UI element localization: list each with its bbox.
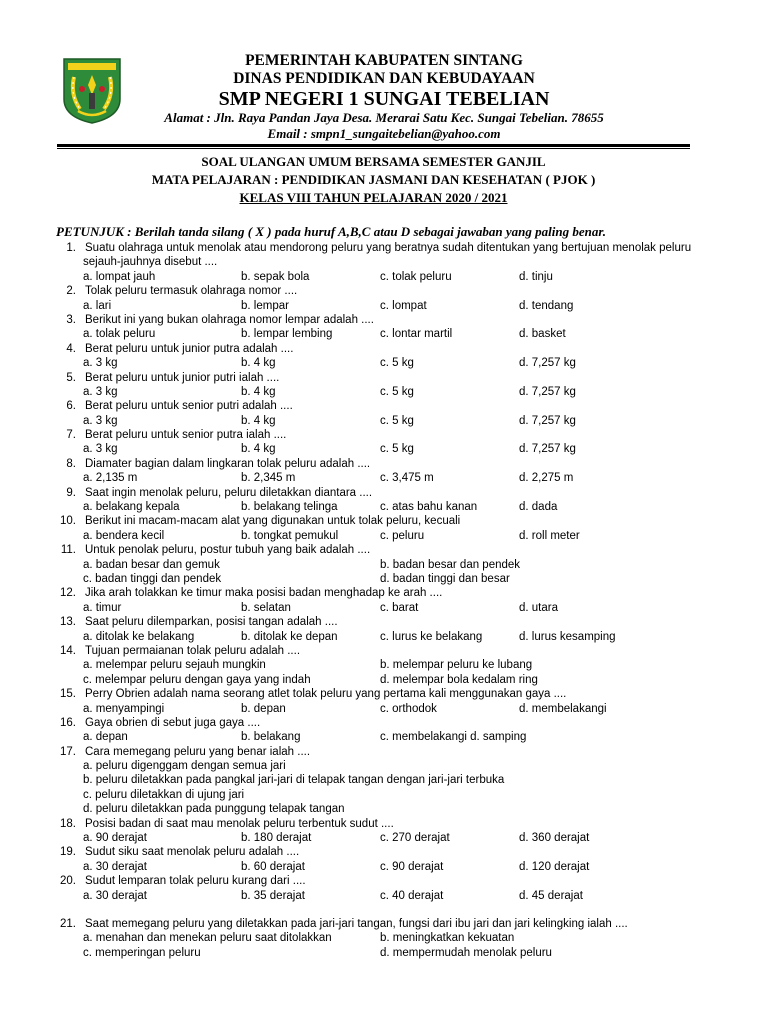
question-line	[0, 371, 768, 385]
answer-option: d. 7,257 kg	[519, 414, 576, 427]
header-school-name: SMP NEGERI 1 SUNGAI TEBELIAN	[218, 88, 550, 110]
question-number: 15.	[60, 688, 76, 701]
answer-option: c. 5 kg	[380, 443, 414, 456]
option-row	[0, 730, 768, 744]
question-line	[0, 486, 768, 500]
question-text: Sudut siku saat menolak peluru adalah ....	[85, 846, 300, 859]
question-line	[0, 514, 768, 528]
option-row	[0, 860, 768, 874]
question-item	[0, 644, 768, 687]
answer-option: a. melempar peluru sejauh mungkin	[83, 659, 266, 672]
question-line	[0, 845, 768, 859]
question-item	[0, 457, 768, 486]
option-row	[0, 889, 768, 903]
question-number: 7.	[66, 429, 76, 442]
answer-option: c. barat	[380, 601, 419, 614]
question-number: 8.	[66, 457, 76, 470]
option-row	[0, 270, 768, 284]
option-row	[0, 385, 768, 399]
answer-option: d. tendang	[519, 299, 574, 312]
question-item	[0, 817, 768, 846]
option-row	[0, 572, 768, 586]
question-line	[0, 399, 768, 413]
answer-option: c. atas bahu kanan	[380, 501, 478, 514]
question-item	[0, 874, 768, 903]
exam-instruction: PETUNJUK : Berilah tanda silang ( X ) pada huruf A,B,C atau D sebagai jawaban yang paling benar.	[56, 224, 606, 239]
answer-option: d. lurus kesamping	[519, 630, 616, 643]
answer-option: c. badan tinggi dan pendek	[83, 572, 222, 585]
answer-option: d. 7,257 kg	[519, 385, 576, 398]
option-row	[0, 946, 768, 960]
question-number: 11.	[60, 544, 76, 557]
option-row	[0, 529, 768, 543]
answer-option: b. 60 derajat	[241, 860, 305, 873]
answer-option: d. roll meter	[519, 529, 580, 542]
question-text: Suatu olahraga untuk menolak atau mendorong peluru yang beratnya sudah ditentukan yang bertujuan menolak peluru	[85, 242, 692, 254]
answer-option: c. memperingan peluru	[83, 946, 201, 959]
question-line	[0, 428, 768, 442]
question-text: Tolak peluru termasuk olahraga nomor ....	[85, 285, 298, 298]
answer-option: d. tinju	[519, 270, 553, 283]
answer-option: a. lompat jauh	[83, 270, 156, 283]
option-row	[0, 327, 768, 341]
answer-option: d. 120 derajat	[519, 860, 590, 873]
question-line	[0, 874, 768, 888]
question-number: 13.	[60, 616, 76, 629]
answer-option: a. peluru digenggam dengan semua jari	[83, 760, 286, 773]
option-row	[0, 788, 768, 802]
answer-option: a. 2,135 m	[83, 472, 138, 485]
question-line	[0, 313, 768, 327]
answer-option: a. 30 derajat	[83, 889, 147, 902]
exam-title: SOAL ULANGAN UMUM BERSAMA SEMESTER GANJIL	[201, 154, 546, 169]
question-text: Berat peluru untuk senior putri adalah ....	[85, 400, 293, 413]
answer-option: d. dada	[519, 501, 558, 514]
answer-option: d. 7,257 kg	[519, 443, 576, 456]
question-number: 17.	[60, 745, 76, 758]
question-number: 18.	[60, 817, 76, 830]
question-text: Untuk penolak peluru, postur tubuh yang baik adalah ....	[85, 544, 371, 557]
question-line	[0, 644, 768, 658]
option-row	[0, 356, 768, 370]
answer-option: a. 90 derajat	[83, 832, 147, 845]
question-line	[0, 342, 768, 356]
question-line	[0, 817, 768, 831]
answer-option: b. meningkatkan kekuatan	[380, 932, 515, 945]
question-item	[0, 284, 768, 313]
answer-option: b. belakang	[241, 731, 301, 744]
question-number: 9.	[66, 486, 76, 499]
question-list	[0, 241, 768, 960]
answer-option: b. selatan	[241, 601, 291, 614]
question-text: Sudut lemparan tolak peluru kurang dari ....	[85, 875, 306, 888]
answer-option: d. mempermudah menolak peluru	[380, 946, 552, 959]
answer-option: d. utara	[519, 601, 558, 614]
question-item	[0, 428, 768, 457]
question-line	[0, 745, 768, 759]
question-number: 19.	[60, 846, 76, 859]
answer-option: a. timur	[83, 601, 122, 614]
answer-option: a. depan	[83, 731, 128, 744]
question-text: Perry Obrien adalah nama seorang atlet tolak peluru yang pertama kali menggunakan gaya ....	[85, 688, 567, 701]
question-item	[0, 615, 768, 644]
option-row	[0, 759, 768, 773]
question-text: Berat peluru untuk junior putra adalah ....	[85, 342, 294, 355]
question-item	[0, 687, 768, 716]
question-item	[0, 514, 768, 543]
answer-option: c. 3,475 m	[380, 472, 434, 485]
answer-option: a. 3 kg	[83, 357, 118, 370]
question-item	[0, 716, 768, 745]
answer-option: b. tongkat pemukul	[241, 529, 339, 542]
answer-option: d. membelakangi	[519, 702, 607, 715]
answer-option: b. belakang telinga	[241, 501, 338, 514]
question-text: Saat peluru dilemparkan, posisi tangan adalah ....	[85, 616, 338, 629]
answer-option: c. 5 kg	[380, 385, 414, 398]
answer-option: c. 270 derajat	[380, 832, 450, 845]
question-item	[0, 486, 768, 515]
answer-option: a. 3 kg	[83, 385, 118, 398]
option-row	[0, 658, 768, 672]
question-line	[0, 284, 768, 298]
question-line	[0, 615, 768, 629]
option-row	[0, 673, 768, 687]
option-row	[0, 931, 768, 945]
question-number: 10.	[60, 515, 76, 528]
question-text: Jika arah tolakkan ke timur maka posisi badan menghadap ke arah ....	[85, 587, 443, 600]
question-number: 4.	[66, 342, 76, 355]
answer-option: c. tolak peluru	[380, 270, 452, 283]
question-item	[0, 342, 768, 371]
answer-option: a. badan besar dan gemuk	[83, 558, 220, 571]
answer-option: d. badan tinggi dan besar	[380, 572, 510, 585]
option-row	[0, 802, 768, 816]
answer-option: b. 4 kg	[241, 357, 276, 370]
answer-option: a. 30 derajat	[83, 860, 147, 873]
question-text: Berat peluru untuk junior putri ialah ....	[85, 371, 280, 384]
option-row	[0, 500, 768, 514]
answer-option: a. 3 kg	[83, 414, 118, 427]
header-department: DINAS PENDIDIKAN DAN KEBUDAYAAN	[233, 70, 535, 87]
question-text-continued: sejauh-jauhnya disebut ....	[83, 256, 218, 269]
question-number: 20.	[60, 875, 76, 888]
spacer	[0, 903, 768, 917]
question-item	[0, 745, 768, 817]
answer-option: c. 90 derajat	[380, 860, 444, 873]
answer-option: c. membelakangi d. samping	[380, 731, 527, 744]
answer-option: a. ditolak ke belakang	[83, 630, 195, 643]
option-row	[0, 299, 768, 313]
exam-subject: MATA PELAJARAN : PENDIDIKAN JASMANI DAN KESEHATAN ( PJOK )	[151, 172, 596, 187]
answer-option: b. peluru diletakkan pada pangkal jari-jari di telapak tangan dengan jari-jari terbuka	[83, 774, 505, 787]
answer-option: b. 2,345 m	[241, 472, 296, 485]
answer-option: a. menahan dan menekan peluru saat ditolakkan	[83, 932, 332, 945]
question-line	[0, 543, 768, 557]
header-divider-thin	[57, 148, 690, 149]
question-line	[0, 716, 768, 730]
question-number: 16.	[60, 716, 76, 729]
question-line	[0, 255, 768, 269]
option-row	[0, 630, 768, 644]
answer-option: b. sepak bola	[241, 270, 310, 283]
answer-option: b. 4 kg	[241, 414, 276, 427]
question-item	[0, 543, 768, 586]
question-number: 2.	[66, 285, 76, 298]
question-text: Cara memegang peluru yang benar ialah ....	[85, 745, 311, 758]
answer-option: a. tolak peluru	[83, 328, 156, 341]
answer-option: c. lompat	[380, 299, 427, 312]
answer-option: d. 45 derajat	[519, 889, 583, 902]
question-item	[0, 917, 768, 960]
answer-option: c. melempar peluru dengan gaya yang indah	[83, 673, 311, 686]
question-line	[0, 241, 768, 255]
question-line	[0, 687, 768, 701]
answer-option: c. lontar martil	[380, 328, 453, 341]
question-line	[0, 917, 768, 931]
question-line	[0, 586, 768, 600]
answer-option: a. lari	[83, 299, 112, 312]
option-row	[0, 471, 768, 485]
question-number: 12.	[60, 587, 76, 600]
answer-option: b. melempar peluru ke lubang	[380, 659, 533, 672]
answer-option: c. peluru diletakkan di ujung jari	[83, 788, 245, 801]
question-text: Saat memegang peluru yang diletakkan pada jari-jari tangan, fungsi dari ibu jari dan jari kelingking ialah ....	[85, 917, 628, 930]
answer-option: c. 5 kg	[380, 357, 414, 370]
header-government: PEMERINTAH KABUPATEN SINTANG	[245, 52, 523, 69]
answer-option: d. basket	[519, 328, 566, 341]
header-email: Email : smpn1_sungaitebelian@yahoo.com	[267, 126, 501, 141]
exam-class: KELAS VIII TAHUN PELAJARAN 2020 / 2021	[239, 190, 508, 205]
answer-option: a. belakang kepala	[83, 501, 180, 514]
question-number: 5.	[66, 371, 76, 384]
question-item	[0, 371, 768, 400]
answer-option: a. bendera kecil	[83, 529, 165, 542]
answer-option: b. lempar	[241, 299, 289, 312]
question-number: 6.	[66, 400, 76, 413]
answer-option: c. 5 kg	[380, 414, 414, 427]
question-text: Posisi badan di saat mau menolak peluru terbentuk sudut ....	[85, 817, 394, 830]
question-line	[0, 457, 768, 471]
question-item	[0, 845, 768, 874]
answer-option: b. ditolak ke depan	[241, 630, 338, 643]
answer-option: d. 360 derajat	[519, 832, 590, 845]
question-text: Berikut ini yang bukan olahraga nomor lempar adalah ....	[85, 313, 374, 326]
answer-option: a. 3 kg	[83, 443, 118, 456]
answer-option: b. 35 derajat	[241, 889, 305, 902]
option-row	[0, 414, 768, 428]
question-text: Gaya obrien di sebut juga gaya ....	[85, 716, 261, 729]
question-text: Berat peluru untuk senior putra ialah ....	[85, 429, 287, 442]
option-row	[0, 831, 768, 845]
option-row	[0, 702, 768, 716]
option-row	[0, 601, 768, 615]
option-row	[0, 773, 768, 787]
answer-option: c. orthodok	[380, 702, 437, 715]
question-number: 21.	[60, 917, 76, 930]
answer-option: b. 4 kg	[241, 385, 276, 398]
answer-option: d. 2,275 m	[519, 472, 574, 485]
answer-option: b. 4 kg	[241, 443, 276, 456]
question-text: Saat ingin menolak peluru, peluru diletakkan diantara ....	[85, 486, 373, 499]
question-item	[0, 241, 768, 284]
option-row	[0, 558, 768, 572]
question-text: Tujuan permaianan tolak peluru adalah ....	[85, 644, 301, 657]
answer-option: c. 40 derajat	[380, 889, 444, 902]
question-item	[0, 586, 768, 615]
answer-option: d. melempar bola kedalam ring	[380, 673, 538, 686]
answer-option: c. lurus ke belakang	[380, 630, 483, 643]
question-number: 1.	[66, 242, 76, 254]
answer-option: a. menyampingi	[83, 702, 165, 715]
answer-option: c. peluru	[380, 529, 425, 542]
answer-option: b. 180 derajat	[241, 832, 312, 845]
header-address: Alamat : Jln. Raya Pandan Jaya Desa. Merarai Satu Kec. Sungai Tebelian. 78655	[164, 110, 604, 125]
question-text: Berikut ini macam-macam alat yang digunakan untuk tolak peluru, kecuali	[85, 515, 461, 528]
question-number: 14.	[60, 644, 76, 657]
header-divider	[57, 144, 690, 147]
answer-option: d. peluru diletakkan pada punggung telapak tangan	[83, 803, 345, 816]
option-row	[0, 442, 768, 456]
answer-option: b. lempar lembing	[241, 328, 333, 341]
answer-option: d. 7,257 kg	[519, 357, 576, 370]
question-item	[0, 399, 768, 428]
question-number: 3.	[66, 313, 76, 326]
answer-option: b. depan	[241, 702, 286, 715]
answer-option: b. badan besar dan pendek	[380, 558, 521, 571]
question-item	[0, 313, 768, 342]
question-text: Diamater bagian dalam lingkaran tolak peluru adalah ....	[85, 457, 371, 470]
